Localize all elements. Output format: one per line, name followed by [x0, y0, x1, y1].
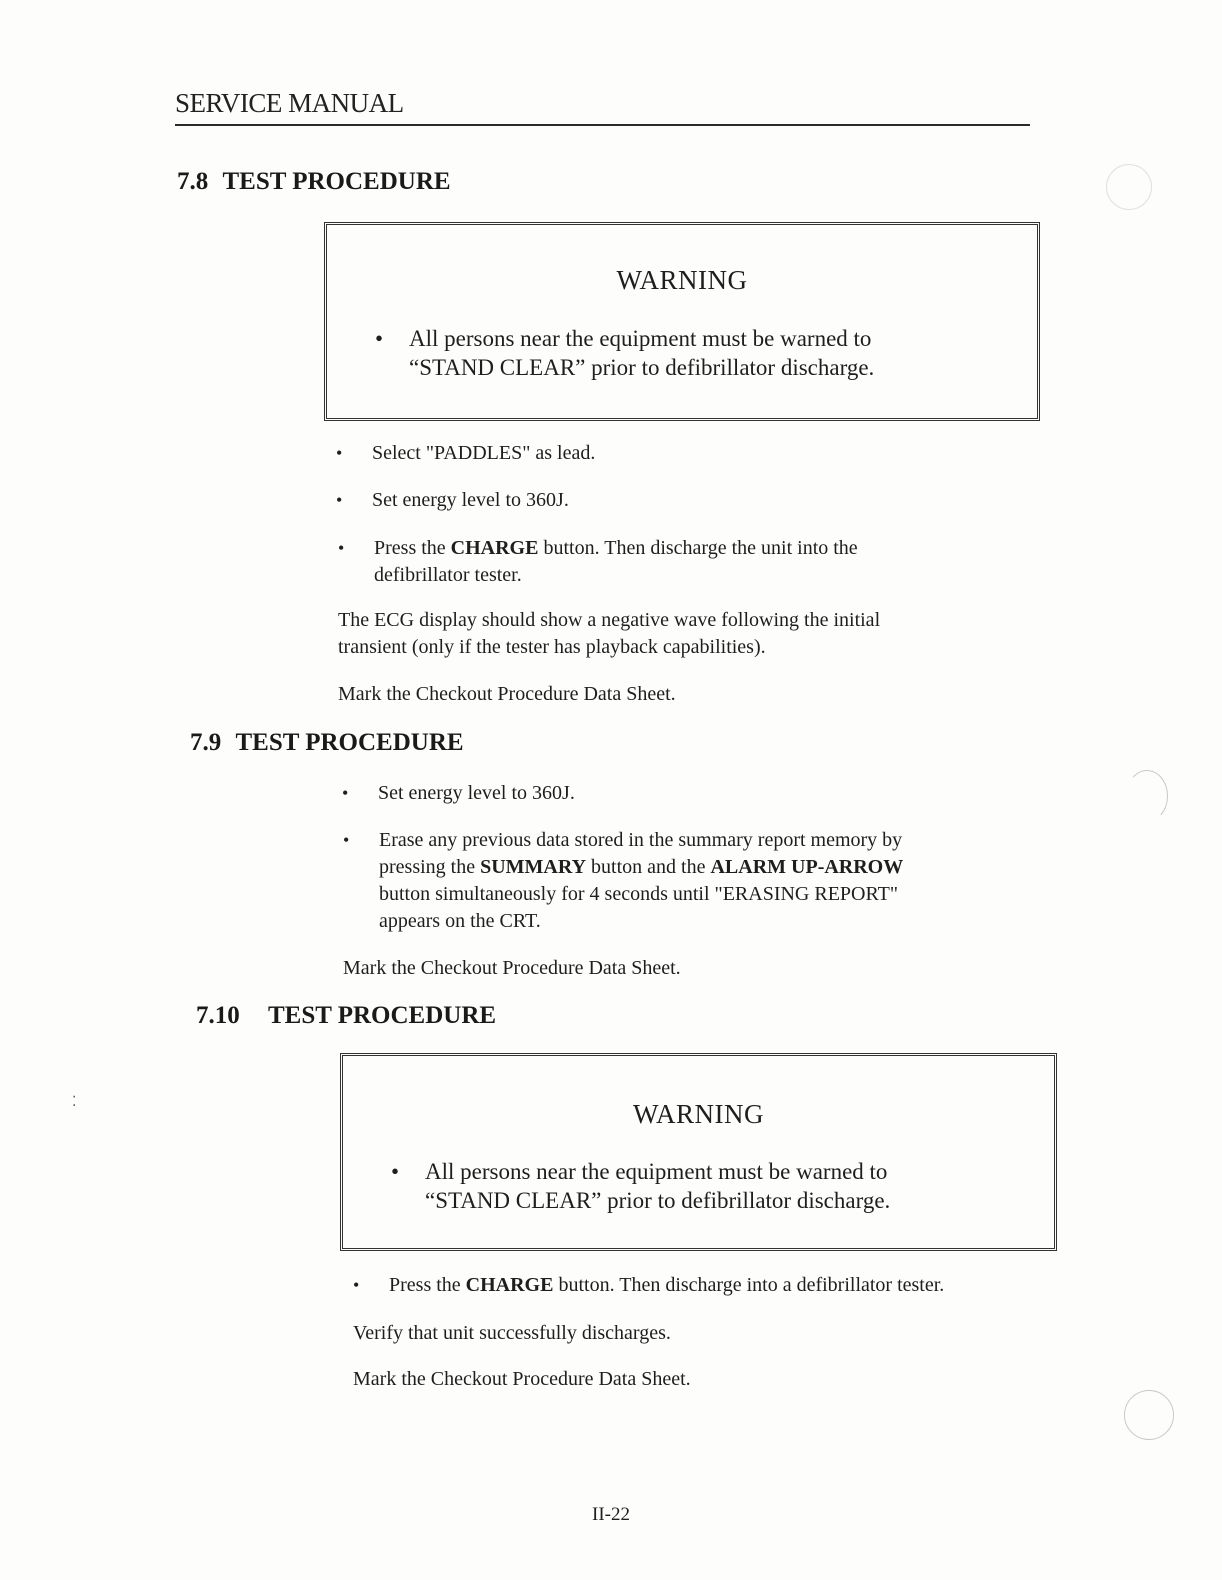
section-number: 7.8 — [177, 168, 209, 195]
list-item — [343, 827, 904, 935]
list-item-text: appears on the CRT. — [379, 910, 541, 932]
bullet-icon: • — [375, 326, 384, 351]
bullet-icon: • — [338, 538, 345, 558]
warning-box — [340, 1053, 1057, 1251]
warning-text — [375, 324, 875, 382]
list-item — [336, 487, 569, 514]
page-header-title: SERVICE MANUAL — [175, 88, 404, 118]
list-item-text: button and the — [586, 856, 711, 878]
section-7-8-heading — [177, 168, 451, 196]
bullet-icon: • — [343, 830, 350, 850]
list-item-text: defibrillator tester. — [374, 564, 522, 586]
warning-title: WARNING — [633, 1099, 764, 1129]
verify-text: Verify that unit successfully discharges. — [353, 1322, 671, 1344]
ecg-paragraph — [338, 607, 880, 661]
alarm-up-arrow-label: ALARM UP-ARROW — [710, 856, 904, 878]
list-item-text: pressing the — [379, 856, 481, 878]
paragraph-line: The ECG display should show a negative wave following the initial — [338, 609, 881, 631]
list-item — [336, 440, 596, 467]
mark-datasheet-text: Mark the Checkout Procedure Data Sheet. — [353, 1368, 691, 1390]
warning-line: All persons near the equipment must be warned to — [409, 326, 872, 351]
page-number: II-22 — [592, 1504, 630, 1525]
section-title: TEST PROCEDURE — [268, 1002, 497, 1029]
list-item-text: button simultaneously for 4 seconds until "ERASING REPORT" — [379, 883, 899, 905]
charge-button-label: CHARGE — [450, 537, 539, 559]
warning-line: All persons near the equipment must be warned to — [425, 1159, 888, 1184]
list-item — [342, 780, 575, 807]
list-item-text: button. Then discharge into a defibrillator tester. — [553, 1274, 945, 1296]
warning-line: “STAND CLEAR” prior to defibrillator discharge. — [425, 1188, 891, 1213]
bullet-icon: • — [353, 1275, 360, 1295]
list-item-text: button. Then discharge the unit into the — [538, 537, 858, 559]
binder-hole-mark — [1106, 164, 1152, 210]
warning-title: WARNING — [616, 265, 748, 295]
warning-text — [391, 1157, 891, 1215]
bullet-icon: • — [336, 490, 343, 510]
list-item — [353, 1272, 945, 1299]
section-number: 7.9 — [190, 729, 222, 756]
warning-line: “STAND CLEAR” prior to defibrillator discharge. — [409, 355, 875, 380]
section-7-10-heading — [196, 1002, 496, 1030]
mark-datasheet-text: Mark the Checkout Procedure Data Sheet. — [343, 957, 681, 979]
section-title: TEST PROCEDURE — [222, 168, 451, 195]
paragraph-line: transient (only if the tester has playback capabilities). — [338, 636, 766, 658]
summary-button-label: SUMMARY — [480, 856, 587, 878]
header-divider — [175, 124, 1030, 126]
warning-box — [324, 222, 1040, 421]
list-item-text: Set energy level to 360J. — [378, 782, 575, 804]
section-7-9-heading — [190, 729, 464, 757]
bullet-icon: • — [342, 783, 349, 803]
list-item-text: Press the — [374, 537, 451, 559]
bullet-icon: • — [336, 443, 343, 463]
section-title: TEST PROCEDURE — [235, 729, 464, 756]
bullet-icon: • — [391, 1159, 400, 1184]
list-item-text: Erase any previous data stored in the summary report memory by — [379, 829, 903, 851]
list-item — [338, 535, 858, 589]
section-number: 7.10 — [196, 1002, 240, 1029]
binder-hole-mark — [1126, 770, 1168, 822]
scan-speck: ⁚ — [72, 1094, 77, 1110]
list-item-text: Press the — [389, 1274, 466, 1296]
mark-datasheet-text: Mark the Checkout Procedure Data Sheet. — [338, 683, 676, 705]
list-item-text: Set energy level to 360J. — [372, 489, 569, 511]
charge-button-label: CHARGE — [465, 1274, 554, 1296]
list-item-text: Select "PADDLES" as lead. — [372, 442, 596, 464]
binder-hole-mark — [1124, 1390, 1174, 1440]
